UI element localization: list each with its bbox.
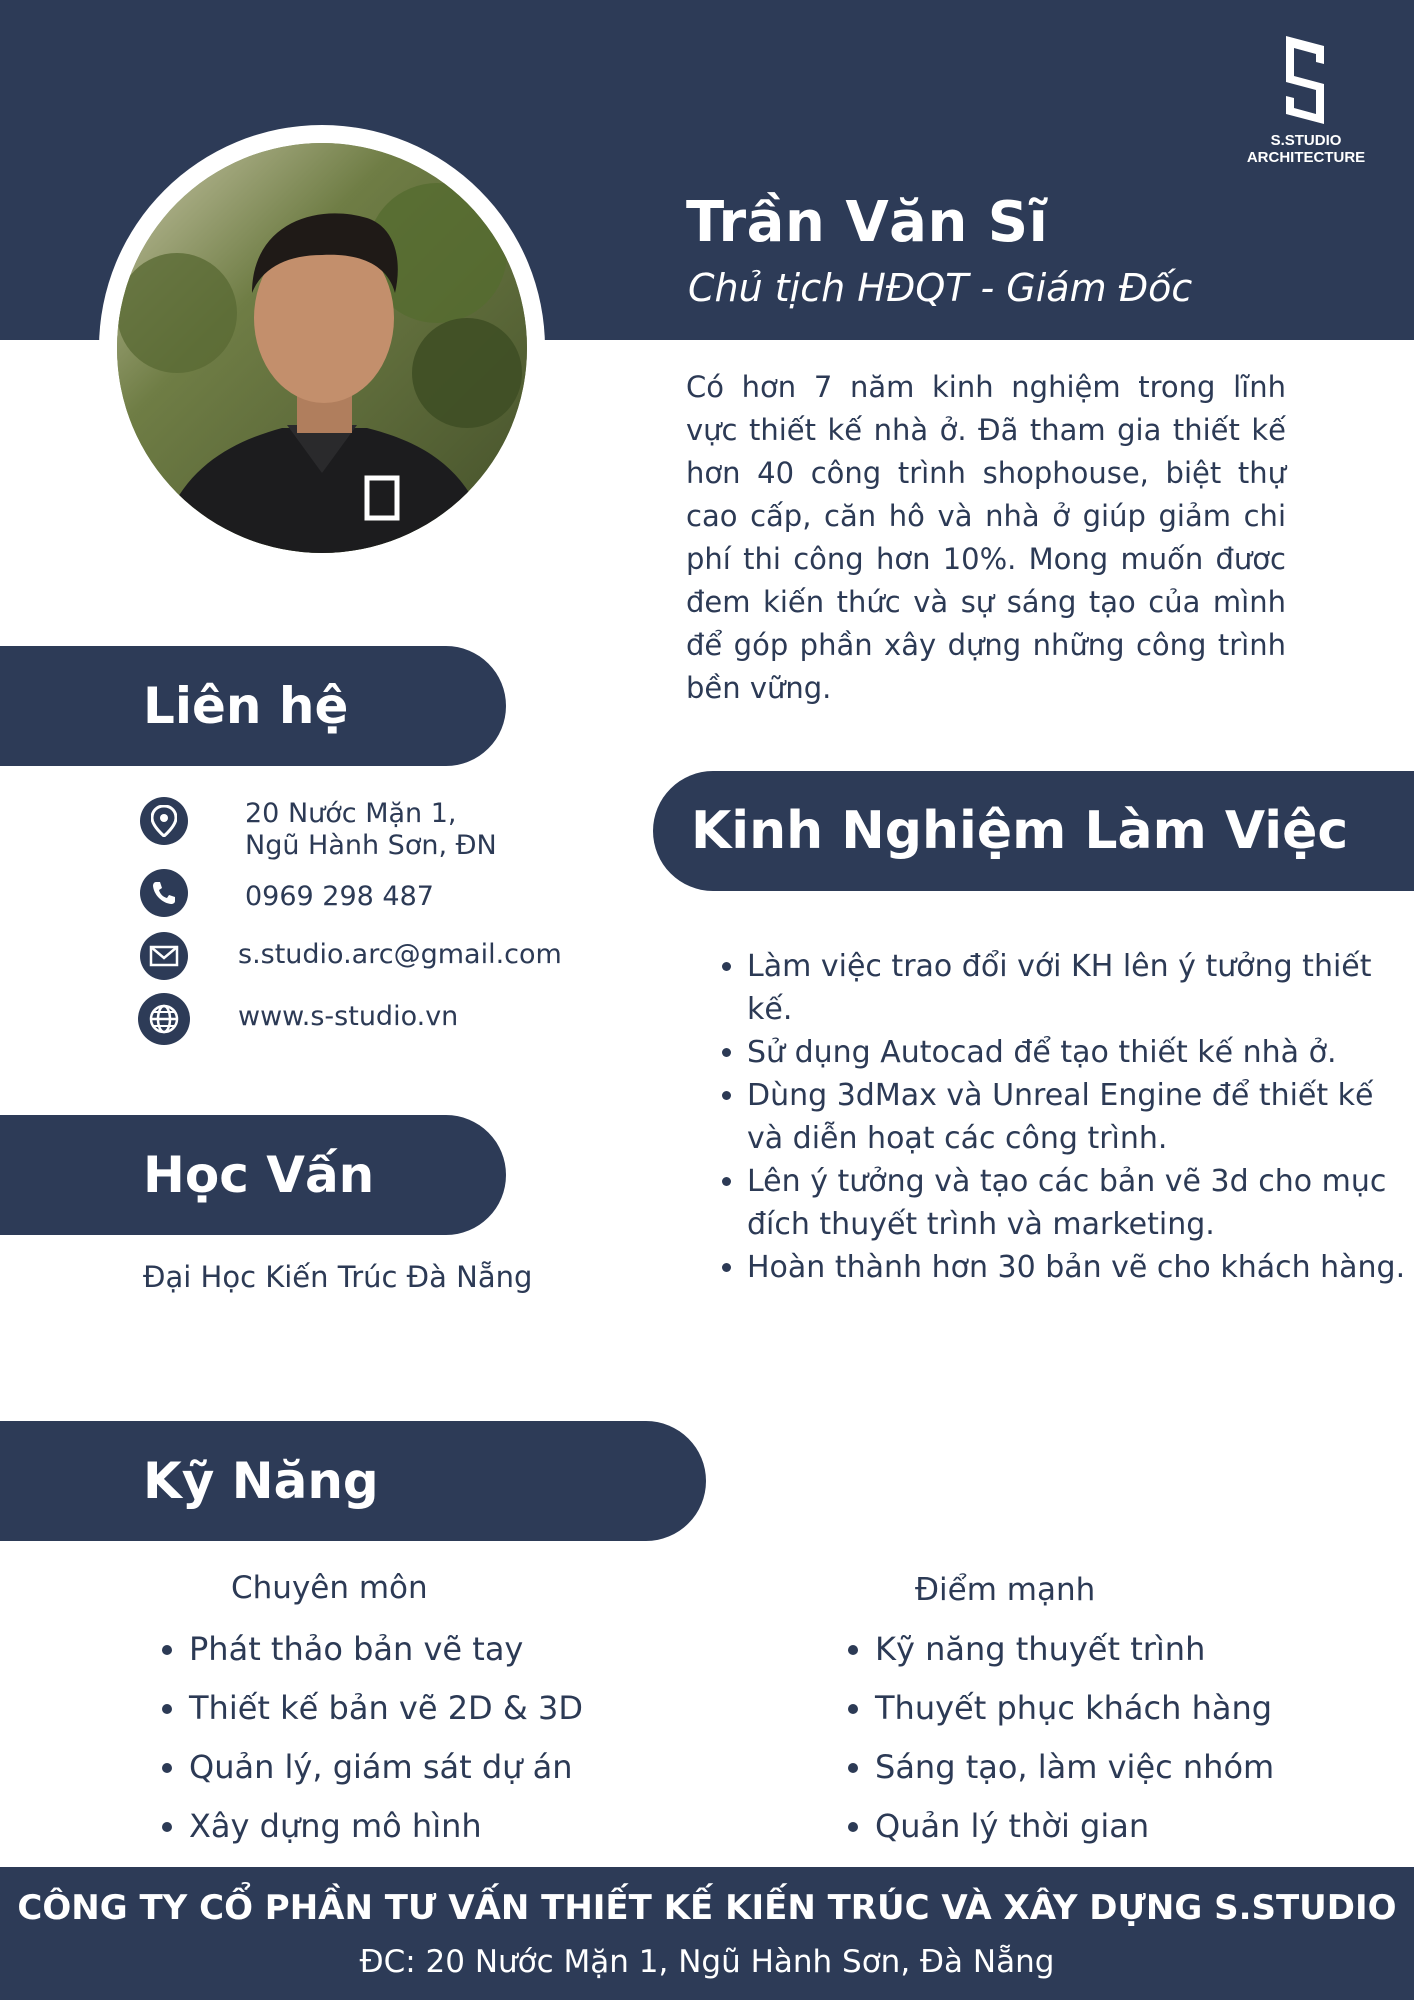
- company-logo: [1226, 34, 1386, 166]
- profile-summary: Có hơn 7 năm kinh nghiệm trong lĩnh vực thiết kế nhà ở. Đã tham gia thiết kế hơn 40 công trình shophouse, biệt thự cao cấp, căn hô và nhà ở giúp giảm chi phí thi công hơn 10%. Mong muốn đươc đem kiến thức và sự sáng tạo của mình để góp phần xây dựng những công trình bền vững.: [686, 370, 1286, 705]
- website-link[interactable]: www.s-studio.vn: [238, 1001, 459, 1032]
- skills-heading: Kỹ Năng: [143, 1452, 379, 1510]
- list-item: • Sáng tạo, làm việc nhóm: [875, 1738, 1274, 1797]
- person-name: Trần Văn Sĩ: [686, 190, 1049, 255]
- footer-address: ĐC: 20 Nước Mặn 1, Ngũ Hành Sơn, Đà Nẵng: [359, 1944, 1055, 1980]
- professional-skills-heading: Chuyên môn: [231, 1570, 428, 1606]
- address-line-1: 20 Nước Mặn 1,: [245, 798, 457, 829]
- experience-heading-pill: [653, 771, 1414, 891]
- list-item: • Thuyết phục khách hàng: [875, 1679, 1274, 1738]
- contact-heading-pill: [0, 646, 506, 766]
- email-icon: [140, 932, 188, 980]
- logo-text: S.STUDIO ARCHITECTURE: [1246, 132, 1366, 166]
- contact-heading: Liên hệ: [143, 677, 349, 735]
- globe-icon: [138, 993, 190, 1045]
- experience-heading: Kinh Nghiệm Làm Việc: [691, 801, 1349, 861]
- address-line-2: Ngũ Hành Sơn, ĐN: [245, 830, 497, 861]
- footer: [0, 1867, 1414, 2000]
- email-address[interactable]: s.studio.arc@gmail.com: [238, 939, 562, 970]
- list-item: • Thiết kế bản vẽ 2D & 3D: [189, 1679, 583, 1738]
- list-item: • Quản lý thời gian: [875, 1797, 1274, 1856]
- list-item: • Kỹ năng thuyết trình: [875, 1620, 1274, 1679]
- list-item: • Sử dụng Autocad để tạo thiết kế nhà ở.: [747, 1031, 1414, 1074]
- experience-list: [708, 945, 1414, 1289]
- strengths-list: [839, 1620, 1274, 1856]
- list-item: • Lên ý tưởng và tạo các bản vẽ 3d cho mục đích thuyết trình và marketing.: [747, 1160, 1414, 1246]
- phone-icon: [140, 869, 188, 917]
- list-item: • Làm việc trao đổi với KH lên ý tưởng thiết kế.: [747, 945, 1414, 1031]
- location-pin-icon: [140, 797, 188, 845]
- strengths-heading: Điểm mạnh: [915, 1572, 1096, 1608]
- education-heading: Học Vấn: [143, 1146, 375, 1204]
- footer-company-name: CÔNG TY CỔ PHẦN TƯ VẤN THIẾT KẾ KIẾN TRÚC VÀ XÂY DỰNG S.STUDIO: [17, 1888, 1397, 1928]
- education-school: Đại Học Kiến Trúc Đà Nẵng: [143, 1260, 533, 1294]
- list-item: • Phát thảo bản vẽ tay: [189, 1620, 583, 1679]
- professional-skills-list: [153, 1620, 583, 1856]
- job-title: Chủ tịch HĐQT - Giám Đốc: [688, 266, 1193, 310]
- list-item: • Hoàn thành hơn 30 bản vẽ cho khách hàng.: [747, 1246, 1414, 1289]
- skills-heading-pill: [0, 1421, 706, 1541]
- phone-number[interactable]: 0969 298 487: [245, 881, 434, 912]
- list-item: • Quản lý, giám sát dự án: [189, 1738, 583, 1797]
- s-studio-logo-icon: [1276, 34, 1336, 126]
- education-heading-pill: [0, 1115, 506, 1235]
- profile-photo: [117, 143, 527, 553]
- list-item: • Xây dựng mô hình: [189, 1797, 583, 1856]
- list-item: • Dùng 3dMax và Unreal Engine để thiết kế và diễn hoạt các công trình.: [747, 1074, 1414, 1160]
